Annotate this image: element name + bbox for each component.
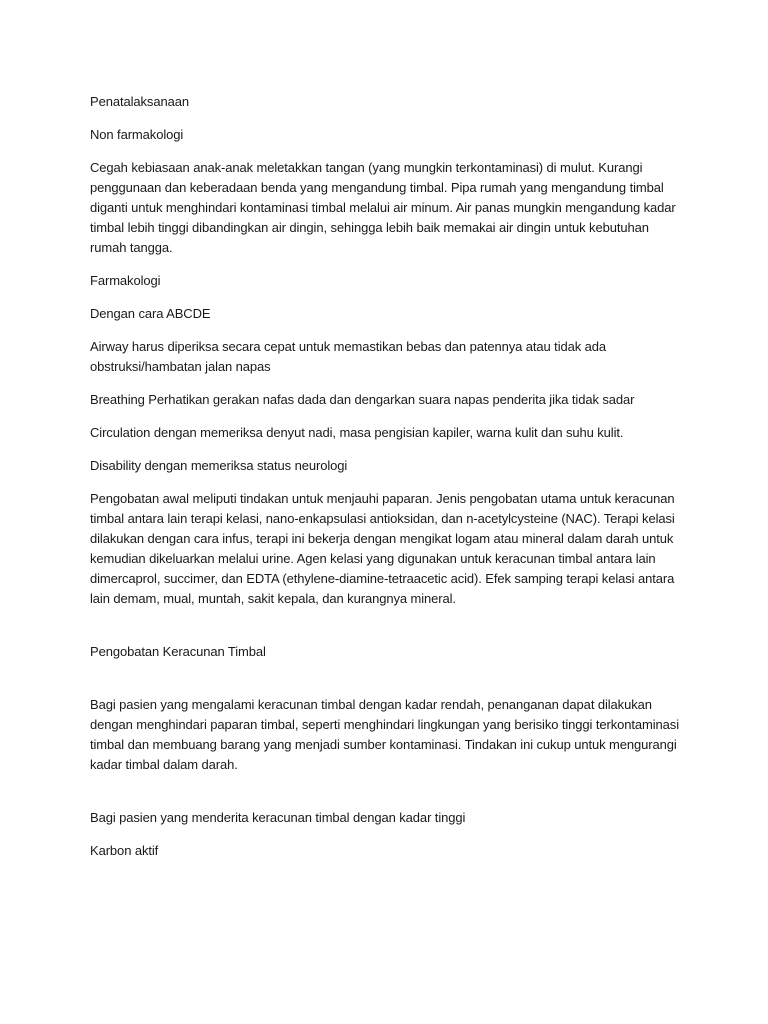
heading-non-farmakologi: Non farmakologi	[90, 127, 184, 142]
heading-pengobatan-keracunan-timbal: Pengobatan Keracunan Timbal	[90, 644, 266, 659]
heading-farmakologi: Farmakologi	[90, 273, 161, 288]
paragraph-breathing: Breathing Perhatikan gerakan nafas dada dan dengarkan suara napas penderita jika tidak sadar	[90, 392, 635, 407]
paragraph-pengobatan-awal: Pengobatan awal meliputi tindakan untuk menjauhi paparan. Jenis pengobatan utama untuk keracunan timbal antara lain terapi kelasi, nano-enkapsulasi antioksidan, dan n-acetylcysteine (NAC). Terapi kelasi dilakukan dengan cara infus, terapi ini bekerja dengan mengikat logam atau mineral dalam darah untuk kemudian dikeluarkan melalui urine. Agen kelasi yang digunakan untuk keracunan timbal antara lain dimercaprol, succimer, dan EDTA (ethylene-diamine-tetraacetic acid). Efek samping terapi kelasi antara lain demam, mual, muntah, sakit kepala, dan kurangnya mineral.	[90, 491, 675, 606]
paragraph-airway: Airway harus diperiksa secara cepat untuk memastikan bebas dan patennya atau tidak ada obstruksi/hambatan jalan napas	[90, 339, 607, 374]
paragraph-non-farmakologi: Cegah kebiasaan anak-anak meletakkan tangan (yang mungkin terkontaminasi) di mulut. Kurangi penggunaan dan keberadaan benda yang mengandung timbal. Pipa rumah yang mengandung timbal diganti untuk menghindari kontaminasi timbal melalui air minum. Air panas mungkin mengandung kadar timbal lebih tinggi dibandingkan air dingin, sehingga lebih baik memakai air dingin untuk kebutuhan rumah tangga.	[90, 160, 676, 255]
paragraph-circulation: Circulation dengan memeriksa denyut nadi, masa pengisian kapiler, warna kulit dan suhu kulit.	[90, 425, 624, 440]
paragraph-disability: Disability dengan memeriksa status neurologi	[90, 458, 348, 473]
heading-karbon-aktif: Karbon aktif	[90, 843, 159, 858]
heading-abcde: Dengan cara ABCDE	[90, 306, 211, 321]
document-body	[90, 92, 680, 874]
heading-penatalaksanaan: Penatalaksanaan	[90, 94, 189, 109]
paragraph-kadar-rendah: Bagi pasien yang mengalami keracunan timbal dengan kadar rendah, penanganan dapat dilakukan dengan menghindari paparan timbal, seperti menghindari lingkungan yang berisiko tinggi terkontaminasi timbal dan membuang barang yang menjadi sumber kontaminasi. Tindakan ini cukup untuk mengurangi kadar timbal dalam darah.	[90, 697, 679, 772]
paragraph-kadar-tinggi: Bagi pasien yang menderita keracunan timbal dengan kadar tinggi	[90, 810, 466, 825]
